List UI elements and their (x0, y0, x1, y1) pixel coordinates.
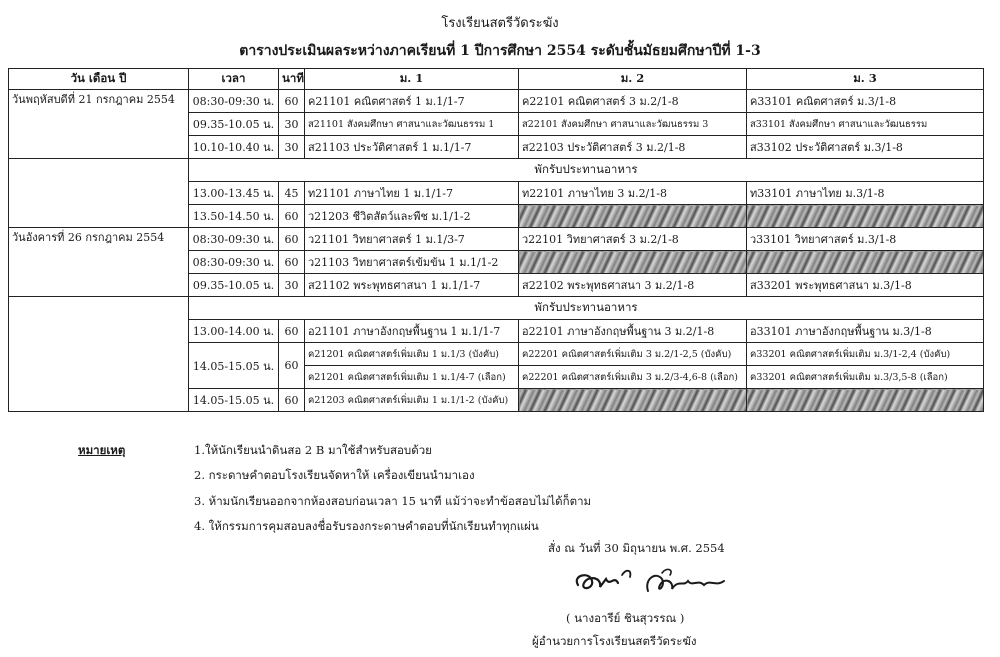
minutes-cell: 60 (279, 205, 305, 228)
note-item: 4. ให้กรรมการคุมสอบลงชื่อรับรองกระดาษคำตอบที่นักเรียนทำทุกแผ่น (194, 519, 539, 533)
lunch-break: พักรับประทานอาหาร (189, 297, 984, 320)
m1-cell: ว21101 วิทยาศาสตร์ 1 ม.1/3-7 (305, 228, 519, 251)
time-cell: 13.00-13.45 น. (189, 182, 279, 205)
header-time: เวลา (189, 69, 279, 90)
m2-cell: ท22101 ภาษาไทย 3 ม.2/1-8 (519, 182, 747, 205)
time-cell: 08:30-09:30 น. (189, 90, 279, 113)
blank-cell (519, 389, 747, 412)
exam-schedule-table (8, 68, 984, 412)
header-date: วัน เดือน ปี (9, 69, 189, 90)
document-heading: ตารางประเมินผลระหว่างภาคเรียนที่ 1 ปีการศึกษา 2554 ระดับชั้นมัธยมศึกษาปีที่ 1-3 (239, 43, 761, 59)
m1-cell: อ21101 ภาษาอังกฤษพื้นฐาน 1 ม.1/1-7 (305, 320, 519, 343)
header-m1: ม. 1 (305, 69, 519, 90)
time-cell: 14.05-15.05 น. (189, 389, 279, 412)
m2-cell: ค22101 คณิตศาสตร์ 3 ม.2/1-8 (519, 90, 747, 113)
m1-cell: ท21101 ภาษาไทย 1 ม.1/1-7 (305, 182, 519, 205)
minutes-cell: 60 (279, 389, 305, 412)
m3-cell: ส33101 สังคมศึกษา ศาสนาและวัฒนธรรม (747, 113, 984, 136)
header-minutes: นาที (279, 69, 305, 90)
m1-cell: ค21203 คณิตศาสตร์เพิ่มเติม 1 ม.1/1-2 (บังคับ) (305, 389, 519, 412)
minutes-cell: 60 (279, 90, 305, 113)
m1-cell: ว21203 ชีวิตสัตว์และพืช ม.1/1-2 (305, 205, 519, 228)
m1-cell: ส21103 ประวัติศาสตร์ 1 ม.1/1-7 (305, 136, 519, 159)
time-cell: 08:30-09:30 น. (189, 228, 279, 251)
day1-date: วันพฤหัสบดีที่ 21 กรกฎาคม 2554 (9, 90, 189, 159)
note-item: 2. กระดาษคำตอบโรงเรียนจัดหาให้ เครื่องเขียนนำมาเอง (194, 468, 475, 482)
header-m2: ม. 2 (519, 69, 747, 90)
header-m3: ม. 3 (747, 69, 984, 90)
lunch-row (9, 159, 984, 182)
m3-cell: ค33201 คณิตศาสตร์เพิ่มเติม ม.3/3,5-8 (เลือก) (747, 366, 984, 389)
notes-title: หมายเหตุ (78, 443, 126, 457)
blank-cell (747, 205, 984, 228)
header-row (9, 69, 984, 90)
m2-cell: ว22101 วิทยาศาสตร์ 3 ม.2/1-8 (519, 228, 747, 251)
m1-cell: ค21201 คณิตศาสตร์เพิ่มเติม 1 ม.1/4-7 (เลือก) (305, 366, 519, 389)
m1-cell: ว21103 วิทยาศาสตร์เข้มข้น 1 ม.1/1-2 (305, 251, 519, 274)
m1-cell: ส21101 สังคมศึกษา ศาสนาและวัฒนธรรม 1 (305, 113, 519, 136)
m3-cell: ส33201 พระพุทธศาสนา ม.3/1-8 (747, 274, 984, 297)
m2-cell: อ22101 ภาษาอังกฤษพื้นฐาน 3 ม.2/1-8 (519, 320, 747, 343)
minutes-cell: 30 (279, 274, 305, 297)
time-cell: 13.00-14.00 น. (189, 320, 279, 343)
m3-cell: ส33102 ประวัติศาสตร์ ม.3/1-8 (747, 136, 984, 159)
m2-cell: ค22201 คณิตศาสตร์เพิ่มเติม 3 ม.2/1-2,5 (บังคับ) (519, 343, 747, 366)
blank-cell (747, 251, 984, 274)
minutes-cell: 60 (279, 251, 305, 274)
blank-cell (747, 389, 984, 412)
m2-cell: ส22101 สังคมศึกษา ศาสนาและวัฒนธรรม 3 (519, 113, 747, 136)
table-row (9, 90, 984, 113)
m3-cell: อ33101 ภาษาอังกฤษพื้นฐาน ม.3/1-8 (747, 320, 984, 343)
time-cell: 13.50-14.50 น. (189, 205, 279, 228)
signature-image (570, 565, 740, 597)
time-cell: 08:30-09:30 น. (189, 251, 279, 274)
blank-cell (519, 251, 747, 274)
m3-cell: ท33101 ภาษาไทย ม.3/1-8 (747, 182, 984, 205)
minutes-cell: 60 (279, 320, 305, 343)
minutes-cell: 60 (279, 228, 305, 251)
time-cell: 09.35-10.05 น. (189, 113, 279, 136)
table-row (9, 228, 984, 251)
lunch-row (9, 297, 984, 320)
m1-cell: ค21101 คณิตศาสตร์ 1 ม.1/1-7 (305, 90, 519, 113)
time-cell: 09.35-10.05 น. (189, 274, 279, 297)
minutes-cell: 60 (279, 343, 305, 389)
blank-cell (519, 205, 747, 228)
date-cell-empty (9, 297, 189, 412)
order-date: สั่ง ณ วันที่ 30 มิถุนายน พ.ศ. 2554 (548, 541, 725, 555)
m3-cell: ค33201 คณิตศาสตร์เพิ่มเติม ม.3/1-2,4 (บังคับ) (747, 343, 984, 366)
minutes-cell: 45 (279, 182, 305, 205)
m2-cell: ส22103 ประวัติศาสตร์ 3 ม.2/1-8 (519, 136, 747, 159)
m2-cell: ส22102 พระพุทธศาสนา 3 ม.2/1-8 (519, 274, 747, 297)
m3-cell: ค33101 คณิตศาสตร์ ม.3/1-8 (747, 90, 984, 113)
lunch-break: พักรับประทานอาหาร (189, 159, 984, 182)
school-name: โรงเรียนสตรีวัดระฆัง (441, 16, 559, 31)
note-item: 3. ห้ามนักเรียนออกจากห้องสอบก่อนเวลา 15 นาที แม้ว่าจะทำข้อสอบไม่ได้ก็ตาม (194, 494, 592, 508)
signer-name: ( นางอารีย์ ชินสุวรรณ ) (566, 611, 685, 625)
time-cell: 14.05-15.05 น. (189, 343, 279, 389)
m1-cell: ค21201 คณิตศาสตร์เพิ่มเติม 1 ม.1/3 (บังคับ) (305, 343, 519, 366)
m1-cell: ส21102 พระพุทธศาสนา 1 ม.1/1-7 (305, 274, 519, 297)
day2-date: วันอังคารที่ 26 กรกฎาคม 2554 (9, 228, 189, 297)
signer-position: ผู้อำนวยการโรงเรียนสตรีวัดระฆัง (532, 634, 697, 648)
note-item: 1.ให้นักเรียนนำดินสอ 2 B มาใช้สำหรับสอบด้วย (194, 443, 432, 457)
m2-cell: ค22201 คณิตศาสตร์เพิ่มเติม 3 ม.2/3-4,6-8 (เลือก) (519, 366, 747, 389)
date-cell-empty (9, 159, 189, 228)
m3-cell: ว33101 วิทยาศาสตร์ ม.3/1-8 (747, 228, 984, 251)
time-cell: 10.10-10.40 น. (189, 136, 279, 159)
minutes-cell: 30 (279, 136, 305, 159)
minutes-cell: 30 (279, 113, 305, 136)
